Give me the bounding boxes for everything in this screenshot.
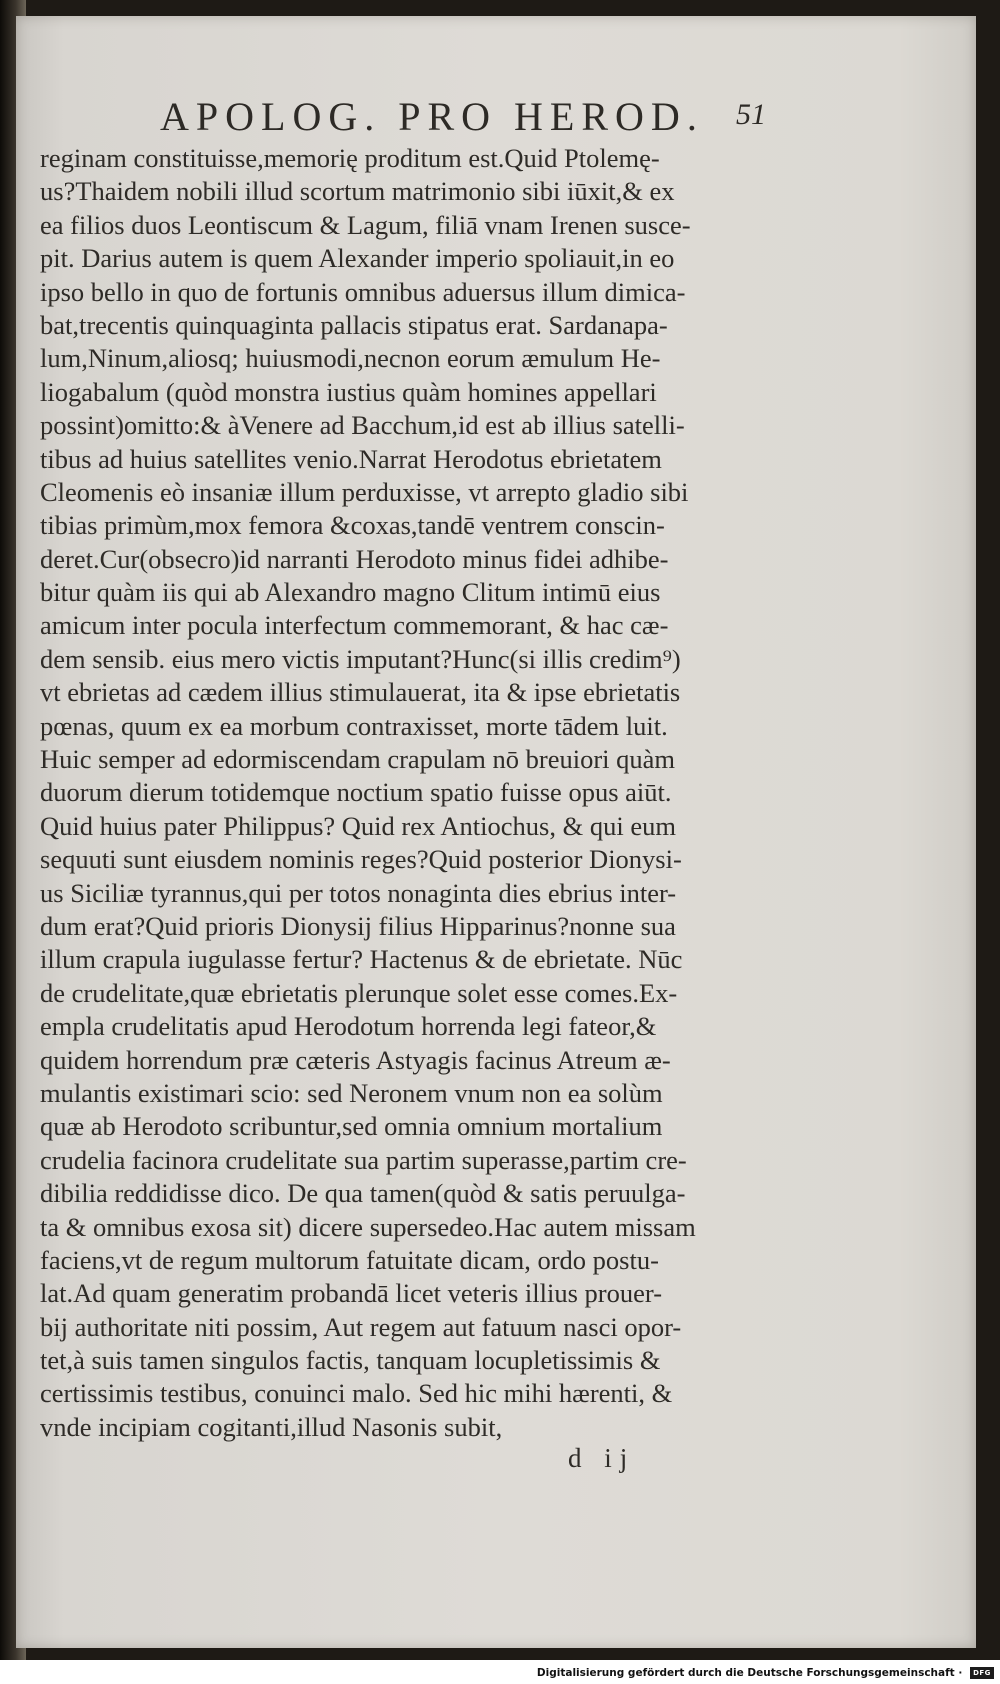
text-line: ta & omnibus exosa sit) dicere supersedeo.Hac autem missam	[40, 1211, 696, 1242]
text-line: dibilia reddidisse dico. De qua tamen(quòd & satis peruulga-	[40, 1178, 686, 1209]
text-line: Huic semper ad edormiscendam crapulam nō breuiori quàm	[40, 744, 676, 775]
text-line: bat,trecentis quinquaginta pallacis stipatus erat. Sardanapa-	[40, 309, 668, 340]
text-line: empla crudelitatis apud Herodotum horrenda legi fateor,&	[40, 1011, 657, 1042]
text-line: mulantis existimari scio: sed Neronem vnum non ea solùm	[40, 1077, 663, 1108]
text-line: tibus ad huius satellites venio.Narrat Herodotus ebrietatem	[40, 443, 662, 474]
text-line: lum,Ninum,aliosq; huiusmodi,necnon eorum æmulum He-	[40, 343, 661, 374]
text-line: lat.Ad quam generatim probandā licet veteris illius prouer-	[40, 1278, 663, 1309]
text-line: certissimis testibus, conuinci malo. Sed hic mihi hærenti, &	[40, 1378, 673, 1409]
text-line: Cleomenis eò insaniæ illum perduxisse, vt arrepto gladio sibi	[40, 476, 689, 507]
text-line: ipso bello in quo de fortunis omnibus aduersus illum dimica-	[40, 276, 686, 307]
text-line: ea filios duos Leontiscum & Lagum, filiā vnam Irenen susce-	[40, 209, 691, 240]
text-line: de crudelitate,quæ ebrietatis plerunque solet esse comes.Ex-	[40, 977, 678, 1008]
text-line: vnde incipiam cogitanti,illud Nasonis subit,	[40, 1411, 503, 1442]
text-line: tibias primùm,mox femora &coxas,tandē ventrem conscin-	[40, 510, 665, 541]
text-line: quidem horrendum præ cæteris Astyagis facinus Atreum æ-	[40, 1044, 671, 1075]
text-line: illum crapula iugulasse fertur? Hactenus & de ebrietate. Nūc	[40, 944, 683, 975]
text-line: Quid huius pater Philippus? Quid rex Antiochus, & qui eum	[40, 810, 676, 841]
text-line: vt ebrietas ad cædem illius stimulauerat, ita & ipse ebrietatis	[40, 677, 681, 708]
text-line: bij authoritate niti possim, Aut regem aut fatuum nasci opor-	[40, 1311, 682, 1342]
text-line: faciens,vt de regum multorum fatuitate dicam, ordo postu-	[40, 1244, 659, 1275]
text-line: amicum inter pocula interfectum commemorant, & hac cæ-	[40, 610, 669, 641]
page-number: 51	[736, 98, 766, 131]
text-line: reginam constituisse,memorię proditum est.Quid Ptolemę-	[40, 143, 660, 173]
credit-text: Digitalisierung gefördert durch die Deutsche Forschungsgemeinschaft ·	[536, 1667, 963, 1679]
text-line: us?Thaidem nobili illud scortum matrimonio sibi iūxit,& ex	[40, 176, 675, 207]
text-line: dum erat?Quid prioris Dionysij filius Hipparinus?nonne sua	[40, 910, 676, 941]
text-line: pœnas, quum ex ea morbum contraxisset, morte tādem luit.	[40, 710, 668, 741]
text-line: us Siciliæ tyrannus,qui per totos nonaginta dies ebrius inter-	[40, 877, 677, 908]
text-line: duorum dierum totidemque noctium spatio fuisse opus aiūt.	[40, 777, 672, 808]
text-line: dem sensib. eius mero victis imputant?Hunc(si illis credim⁹)	[40, 643, 681, 674]
text-line: quæ ab Herodoto scribuntur,sed omnia omnium mortalium	[40, 1111, 663, 1142]
text-line: tet,à suis tamen singulos factis, tanquam locupletissimis &	[40, 1345, 661, 1376]
text-line: pit. Darius autem is quem Alexander imperio spoliauit,in eo	[40, 243, 675, 274]
running-head: APOLOG. PRO HEROD.	[160, 94, 704, 139]
text-line: possint)omitto:& àVenere ad Bacchum,id est ab illius satelli-	[40, 410, 685, 441]
text-line: sequuti sunt eiusdem nominis reges?Quid posterior Dionysi-	[40, 844, 682, 875]
body-text	[40, 142, 780, 1444]
text-line: deret.Cur(obsecro)id narranti Herodoto minus fidei adhibe-	[40, 543, 669, 574]
text-line: bitur quàm iis qui ab Alexandro magno Clitum intimū eius	[40, 577, 661, 608]
text-line: liogabalum (quòd monstra iustius quàm homines appellari	[40, 376, 657, 407]
signature-mark: d ij	[568, 1443, 636, 1473]
text-line: crudelia facinora crudelitate sua partim superasse,partim cre-	[40, 1144, 687, 1175]
dfg-logo: DFG	[970, 1667, 994, 1679]
digitization-credit	[0, 1664, 994, 1682]
